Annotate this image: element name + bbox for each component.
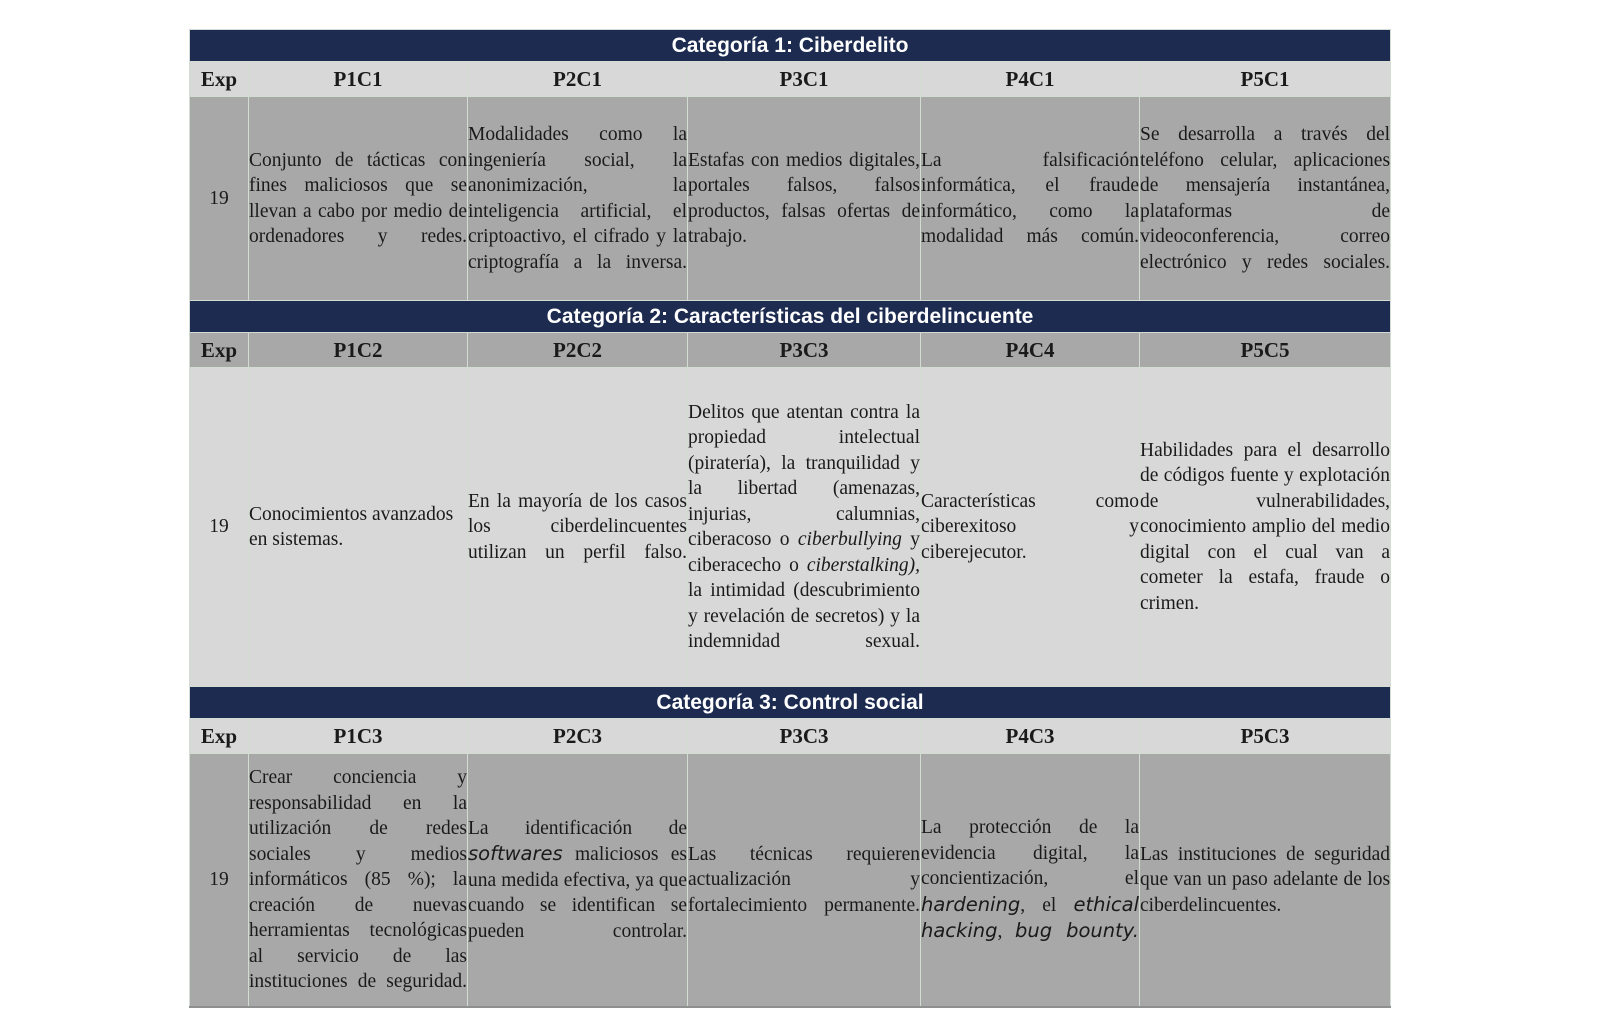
table-cell: Las técnicas requieren actualización y fortalecimiento permanente. <box>688 754 921 1007</box>
column-header: P5C3 <box>1140 719 1391 754</box>
cell-text: , el <box>1020 894 1074 916</box>
column-header: P4C1 <box>921 62 1140 97</box>
cell-italic-text: bug bounty. <box>1015 919 1139 942</box>
table-cell <box>688 368 921 687</box>
table-cell: Habilidades para el desarrollo de códigos fuente y explotación de vulnerabilidades, conocimiento amplio del medio digital con el cual van a cometer la estafa, fraude o crimen. <box>1140 368 1391 687</box>
table-cell: La falsificación informática, el fraude informático, como la modalidad más común. <box>921 97 1140 301</box>
table-cell: Se desarrolla a través del teléfono celular, aplicaciones de mensajería instantánea, plataformas de videoconferencia, correo electrónico y redes sociales. <box>1140 97 1391 301</box>
category-1-title: Categoría 1: Ciberdelito <box>190 30 1391 62</box>
exp-value: 19 <box>190 754 249 1007</box>
column-header: P5C1 <box>1140 62 1391 97</box>
category-2-data-row <box>190 368 1391 687</box>
cell-text: maliciosos es una medida efectiva, ya que cuando se identifican se pueden controlar. <box>468 844 687 942</box>
cell-text: y ciberacecho o <box>688 529 921 576</box>
cell-italic-text: softwares <box>468 842 563 865</box>
column-header: P1C1 <box>249 62 468 97</box>
table-cell: Conjunto de tácticas con fines maliciosos que se llevan a cabo por medio de ordenadores y redes. <box>249 97 468 301</box>
category-2-header-row <box>190 333 1391 368</box>
results-table <box>189 29 1391 1008</box>
category-1-data-row <box>190 97 1391 301</box>
category-2-title: Categoría 2: Características del ciberdelincuente <box>190 301 1391 333</box>
cell-text: la intimidad (descubrimiento y revelación de secretos) y la indemnidad sexual. <box>688 580 920 652</box>
table-cell <box>468 754 688 1007</box>
column-header: P4C4 <box>921 333 1140 368</box>
table-cell: Estafas con medios digitales, portales falsos, falsos productos, falsas ofertas de trabajo. <box>688 97 921 301</box>
cell-text: La identificación de <box>468 817 687 839</box>
category-3-title: Categoría 3: Control social <box>190 687 1391 719</box>
table-cell <box>921 754 1140 1007</box>
cell-text: Delitos que atentan contra la propiedad intelectual (piratería), la tranquilidad y la libertad (amenazas, injurias, calumnias, ciberacoso o <box>688 401 920 550</box>
column-header: P2C2 <box>468 333 688 368</box>
cell-italic-text: hardening <box>921 892 1021 916</box>
category-1-banner <box>190 30 1391 62</box>
column-header: P1C2 <box>249 333 468 368</box>
column-header: P5C5 <box>1140 333 1391 368</box>
column-header: P3C3 <box>688 333 921 368</box>
table-cell: Crear conciencia y responsabilidad en la utilización de redes sociales y medios informáticos (85 %); la creación de nuevas herramientas tecnológicas al servicio de las instituciones de seguridad. <box>249 754 468 1007</box>
category-2-banner <box>190 301 1391 333</box>
cell-italic-text: ethical hacking <box>921 892 1139 942</box>
column-header: P3C1 <box>688 62 921 97</box>
column-header: P3C3 <box>688 719 921 754</box>
cell-italic-text: ciberstalking), <box>806 554 920 576</box>
exp-value: 19 <box>190 368 249 687</box>
table-cell: En la mayoría de los casos los ciberdelincuentes utilizan un perfil falso. <box>468 368 688 687</box>
column-header: P4C3 <box>921 719 1140 754</box>
table-cell: Conocimientos avanzados en sistemas. <box>249 368 468 687</box>
category-3-data-row <box>190 754 1391 1007</box>
cell-italic-text: ciberbullying <box>797 529 902 550</box>
column-header: P1C3 <box>249 719 468 754</box>
table-cell: Las instituciones de seguridad que van un paso adelante de los ciberdelincuentes. <box>1140 754 1391 1007</box>
category-1-header-row <box>190 62 1391 97</box>
category-3-banner <box>190 687 1391 719</box>
exp-header: Exp <box>190 62 249 97</box>
table-cell: Modalidades como la ingeniería social, la anonimización, la inteligencia artificial, el criptoactivo, el cifrado y la criptografía a la inversa. <box>468 97 688 301</box>
cell-text: La protección de la evidencia digital, la concientización, el <box>921 817 1139 889</box>
category-3-header-row <box>190 719 1391 754</box>
exp-header: Exp <box>190 333 249 368</box>
table-cell: Características como ciberexitoso y ciberejecutor. <box>921 368 1140 687</box>
column-header: P2C1 <box>468 62 688 97</box>
cell-text: , <box>997 921 1016 942</box>
exp-value: 19 <box>190 97 249 301</box>
column-header: P2C3 <box>468 719 688 754</box>
exp-header: Exp <box>190 719 249 754</box>
